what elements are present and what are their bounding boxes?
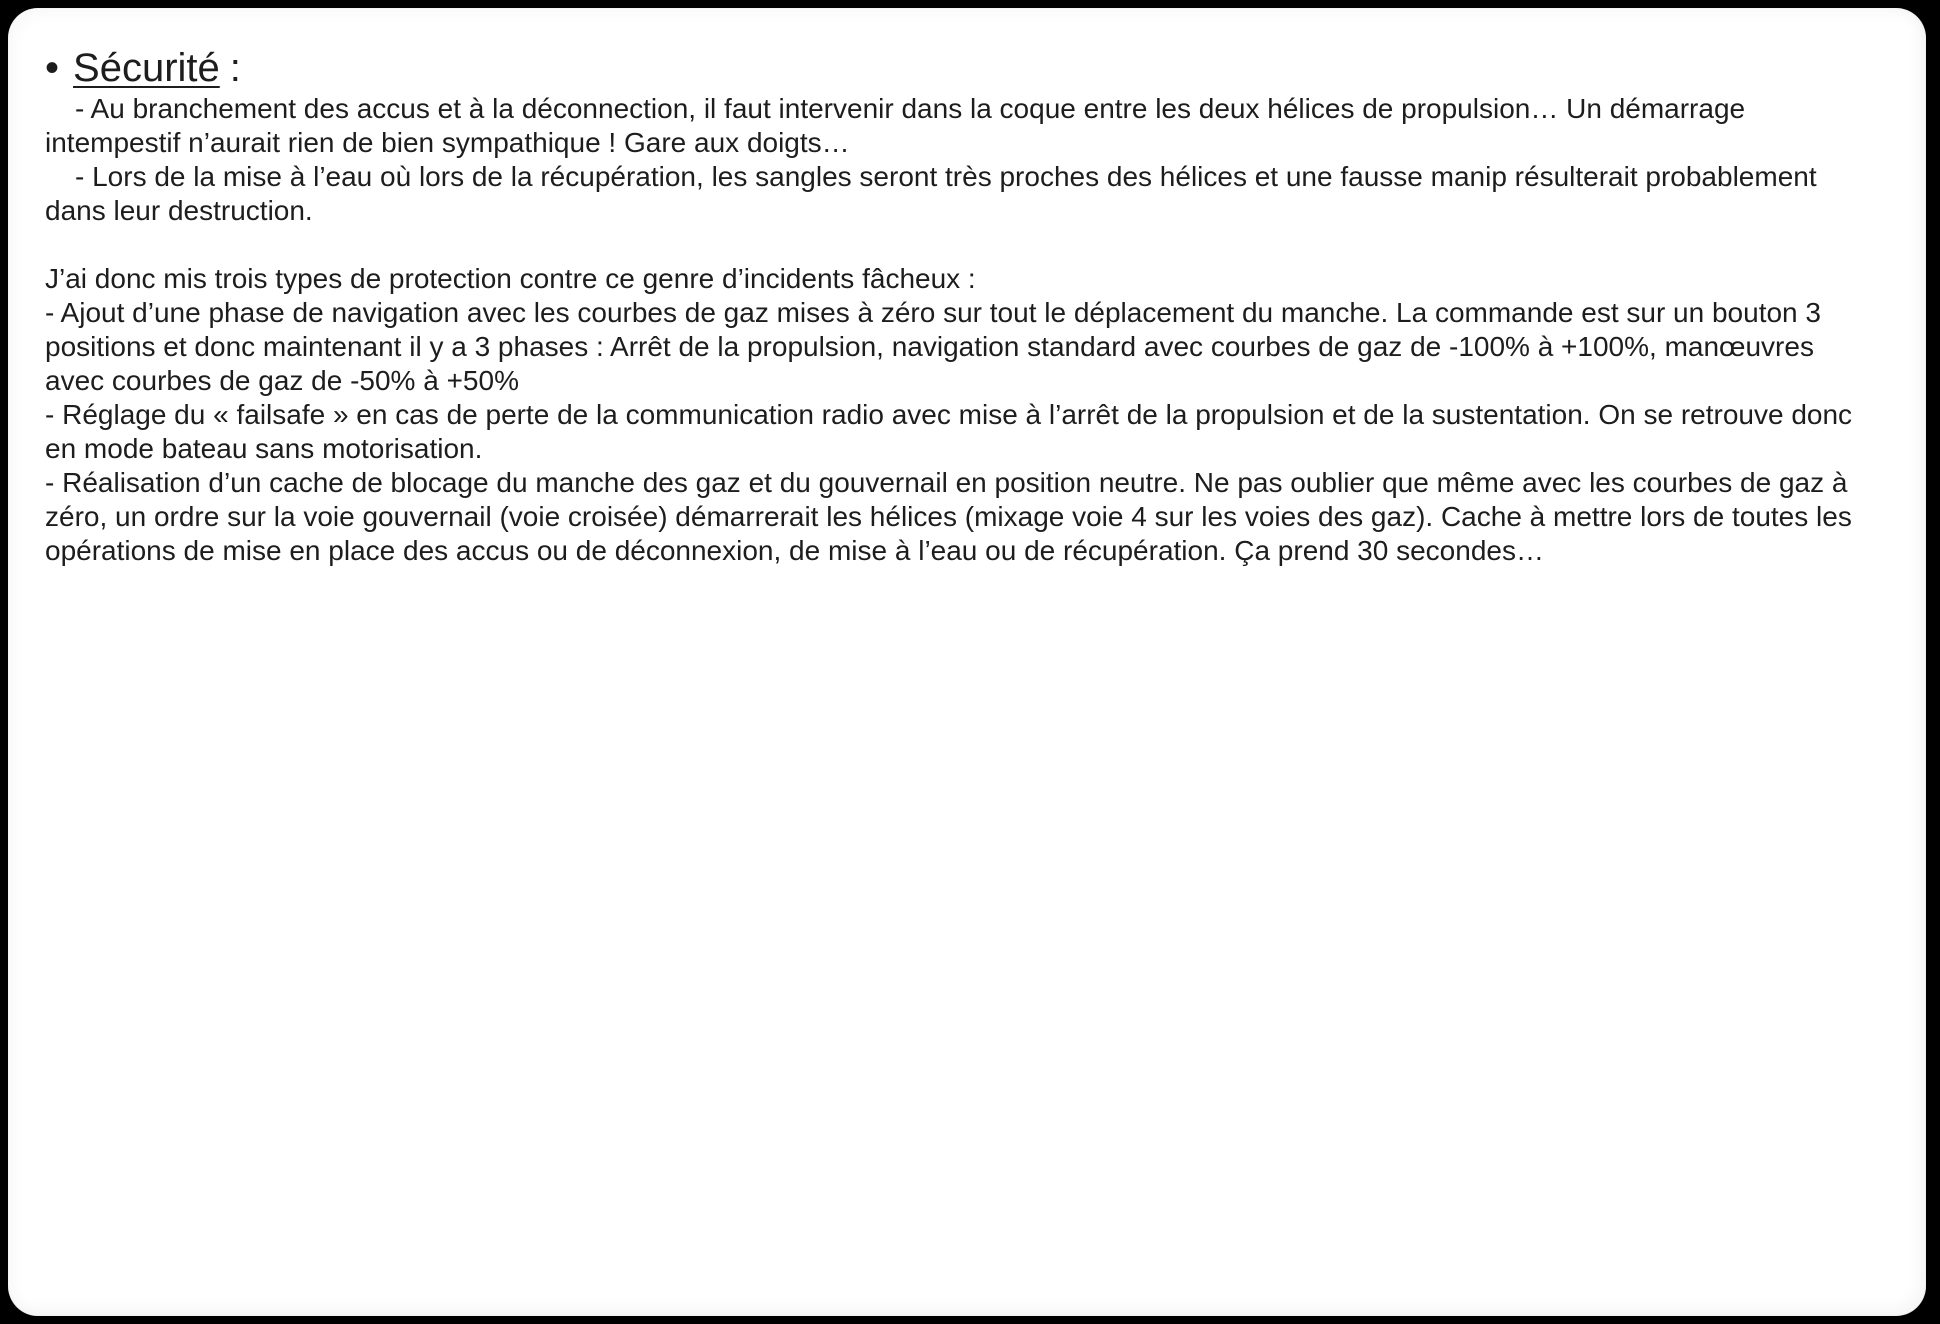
bullet-marker: •	[45, 46, 60, 90]
section-heading	[45, 44, 1865, 92]
paragraph-mise-a-leau: - Lors de la mise à l’eau où lors de la récupération, les sangles seront très proches des hélices et une fausse manip résulterait probablement dans leur destruction.	[45, 161, 1817, 226]
paragraph-phase-navigation: - Ajout d’une phase de navigation avec les courbes de gaz mises à zéro sur tout le déplacement du manche. La commande est sur un bouton 3 positions et donc maintenant il y a 3 phases : Arrêt de la propulsion, navigation standard avec courbes de gaz de -100% à +100%, manœuvres avec courbes de gaz de -50% à +50%	[45, 297, 1821, 396]
section-heading-title: Sécurité	[73, 46, 220, 90]
paragraph-failsafe: - Réglage du « failsafe » en cas de perte de la communication radio avec mise à l’arrêt de la propulsion et de la sustentation. On se retrouve donc en mode bateau sans motorisation.	[45, 399, 1853, 464]
paragraph-branchement: - Au branchement des accus et à la déconnection, il faut intervenir dans la coque entre les deux hélices de propulsion… Un démarrage intempestif n’aurait rien de bien sympathique ! Gare aux doigts…	[45, 93, 1746, 158]
paragraph-cache-blocage: - Réalisation d’un cache de blocage du manche des gaz et du gouvernail en position neutre. Ne pas oublier que même avec les courbes de gaz à zéro, un ordre sur la voie gouvernail (voie croisée) démarrerait les hélices (mixage voie 4 sur les voies des gaz). Cache à mettre lors de toutes les opérations de mise en place des accus ou de déconnexion, de mise à l’eau ou de récupération. Ça prend 30 secondes…	[45, 467, 1852, 566]
paragraph-intro-protections: J’ai donc mis trois types de protection contre ce genre d’incidents fâcheux :	[45, 263, 976, 294]
section-heading-suffix: :	[229, 46, 241, 90]
document-page	[8, 8, 1926, 1316]
